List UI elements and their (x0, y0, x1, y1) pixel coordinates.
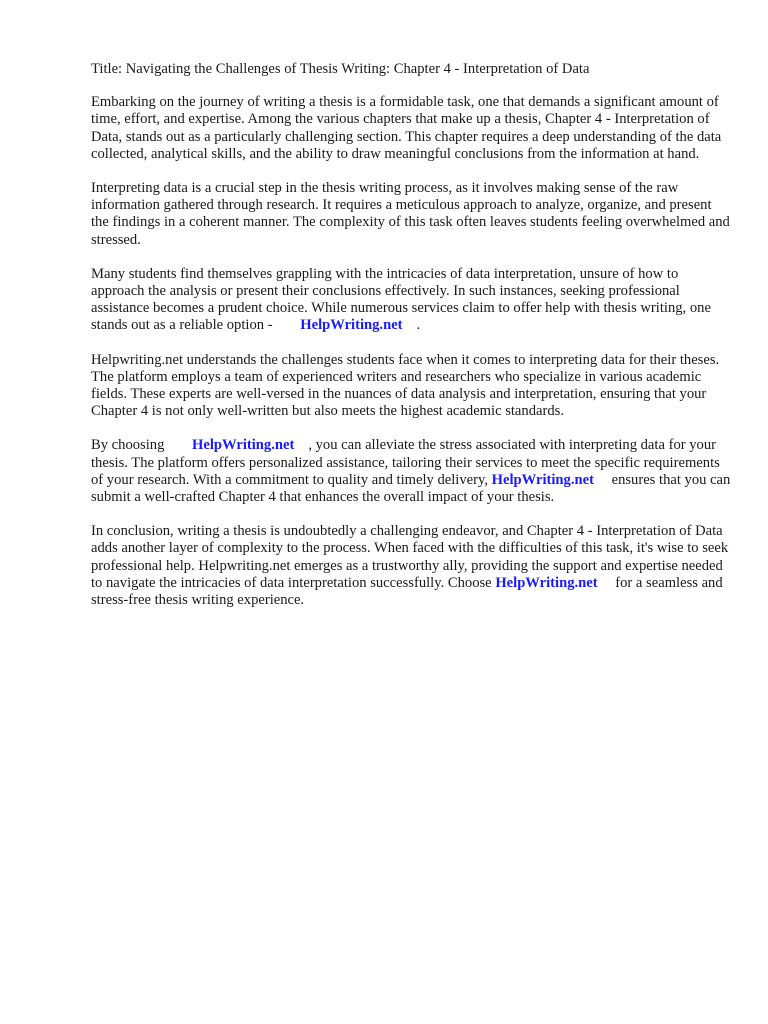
paragraph-students (91, 266, 731, 335)
helpwriting-link[interactable]: HelpWriting.net (300, 317, 403, 334)
helpwriting-link[interactable]: HelpWriting.net (495, 574, 598, 591)
document-page (91, 61, 731, 626)
paragraph-interpreting: Interpreting data is a crucial step in the thesis writing process, as it involves making sense of the raw information gathered through research. It requires a meticulous approach to analyze, organize, and present the findings in a coherent manner. The complexity of this task often leaves students feeling overwhelmed and stressed. (91, 180, 730, 248)
paragraph-text: By choosing (91, 437, 165, 454)
paragraph-text: Many students find themselves grappling with the intricacies of data interpretation, unsure of how to approach the analysis or present their conclusions effectively. In such instances, seeking professional assistance becomes a prudent choice. While numerous services claim to offer help with thesis writing, one stands out as a reliable option - (91, 265, 711, 334)
paragraph-conclusion (91, 523, 731, 609)
paragraph-text: for a seamless and stress-free thesis writing experience. (91, 574, 723, 609)
helpwriting-link[interactable]: HelpWriting.net (491, 471, 594, 488)
paragraph-text: . (416, 317, 421, 334)
paragraph-text: ensures that you can submit a well-crafted Chapter 4 that enhances the overall impact of your thesis. (91, 471, 731, 506)
paragraph-text: , you can alleviate the stress associated with interpreting data for your thesis. The platform offers personalized assistance, tailoring their services to meet the specific requirements of your research. With a commitment to quality and timely delivery, (91, 437, 720, 488)
paragraph-intro: Embarking on the journey of writing a thesis is a formidable task, one that demands a significant amount of time, effort, and expertise. Among the various chapters that make up a thesis, Chapter 4 - Interpretation of Data, stands out as a particularly challenging section. This chapter requires a deep understanding of the data collected, analytical skills, and the ability to draw meaningful conclusions from the information at hand. (91, 94, 722, 162)
paragraph-helpwriting: Helpwriting.net understands the challenges students face when it comes to interpreting data for their theses. The platform employs a team of experienced writers and researchers who specialize in various academic fields. These experts are well-versed in the nuances of data analysis and interpretation, ensuring that your Chapter 4 is not only well-written but also meets the highest academic standards. (91, 351, 720, 420)
paragraph-choosing (91, 437, 731, 506)
document-title: Title: Navigating the Challenges of Thesis Writing: Chapter 4 - Interpretation of Data (91, 61, 590, 77)
helpwriting-link[interactable]: HelpWriting.net (192, 437, 295, 454)
paragraph-text: In conclusion, writing a thesis is undoubtedly a challenging endeavor, and Chapter 4 - Interpretation of Data adds another layer of complexity to the process. When faced with the difficulties of this task, it's wise to seek professional help. Helpwriting.net emerges as a trustworthy ally, providing the support and expertise needed to navigate the intricacies of data interpretation successfully. Choose (91, 523, 729, 591)
